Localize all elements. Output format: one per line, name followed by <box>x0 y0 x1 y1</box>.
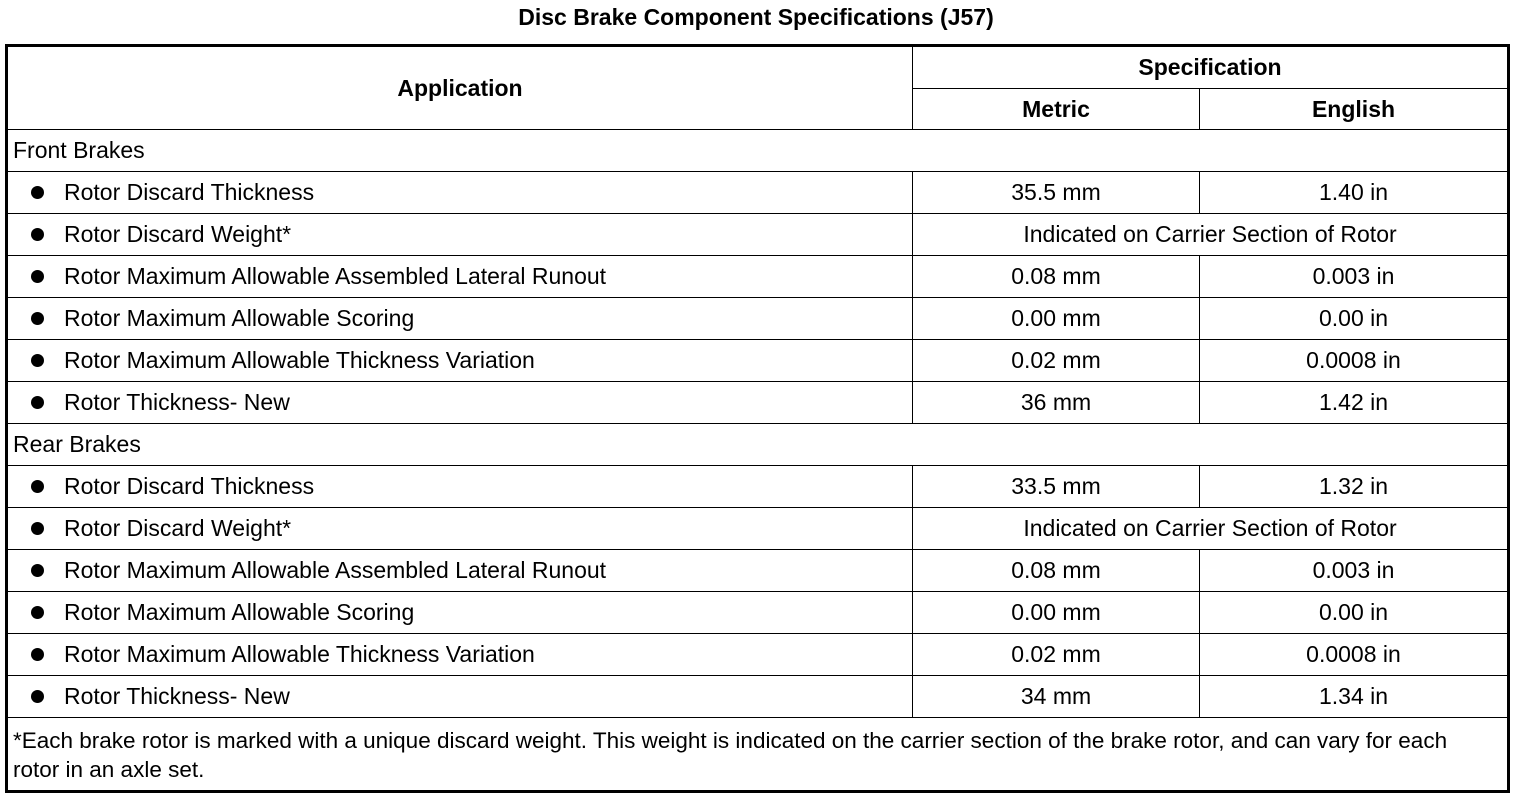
table-row <box>7 298 1509 340</box>
application-cell <box>7 676 913 718</box>
table-row <box>7 508 1509 550</box>
metric-value: 0.00 mm <box>913 592 1200 634</box>
merged-spec-cell: Indicated on Carrier Section of Rotor <box>913 214 1509 256</box>
bullet-icon <box>31 480 44 493</box>
english-header: English <box>1200 89 1509 130</box>
table-row <box>7 172 1509 214</box>
bullet-icon <box>31 354 44 367</box>
table-row <box>7 550 1509 592</box>
specification-header: Specification <box>913 46 1509 89</box>
spec-table <box>5 44 1510 793</box>
english-value: 0.0008 in <box>1200 340 1509 382</box>
english-value: 1.34 in <box>1200 676 1509 718</box>
table-row <box>7 382 1509 424</box>
merged-spec-cell: Indicated on Carrier Section of Rotor <box>913 508 1509 550</box>
english-value: 1.42 in <box>1200 382 1509 424</box>
application-cell <box>7 508 913 550</box>
application-cell <box>7 550 913 592</box>
application-label: Rotor Maximum Allowable Scoring <box>64 599 415 625</box>
section-row <box>7 424 1509 466</box>
application-cell <box>7 634 913 676</box>
page-title: Disc Brake Component Specifications (J57) <box>518 4 994 30</box>
bullet-icon <box>31 648 44 661</box>
english-value: 1.40 in <box>1200 172 1509 214</box>
metric-value: 33.5 mm <box>913 466 1200 508</box>
metric-value: 0.02 mm <box>913 634 1200 676</box>
table-row <box>7 466 1509 508</box>
table-row <box>7 592 1509 634</box>
english-value: 1.32 in <box>1200 466 1509 508</box>
bullet-icon <box>31 312 44 325</box>
section-title: Rear Brakes <box>7 424 1509 466</box>
header-row-top <box>7 46 1509 89</box>
application-cell <box>7 172 913 214</box>
bullet-icon <box>31 228 44 241</box>
application-label: Rotor Maximum Allowable Assembled Lateral Runout <box>64 557 607 583</box>
footnote-row <box>7 718 1509 792</box>
metric-header: Metric <box>913 89 1200 130</box>
application-label: Rotor Maximum Allowable Thickness Variation <box>64 347 535 373</box>
metric-value: 35.5 mm <box>913 172 1200 214</box>
bullet-icon <box>31 606 44 619</box>
application-label: Rotor Discard Thickness <box>64 179 315 205</box>
table-row <box>7 214 1509 256</box>
application-cell <box>7 298 913 340</box>
metric-value: 0.00 mm <box>913 298 1200 340</box>
english-value: 0.0008 in <box>1200 634 1509 676</box>
application-cell <box>7 592 913 634</box>
metric-value: 34 mm <box>913 676 1200 718</box>
section-title: Front Brakes <box>7 130 1509 172</box>
application-label: Rotor Discard Weight* <box>64 515 292 541</box>
english-value: 0.003 in <box>1200 256 1509 298</box>
footnote: *Each brake rotor is marked with a unique discard weight. This weight is indicated on the carrier section of the brake rotor, and can vary for each rotor in an axle set. <box>7 718 1509 792</box>
metric-value: 0.02 mm <box>913 340 1200 382</box>
bullet-icon <box>31 186 44 199</box>
application-label: Rotor Maximum Allowable Scoring <box>64 305 415 331</box>
application-cell <box>7 256 913 298</box>
metric-value: 0.08 mm <box>913 256 1200 298</box>
application-label: Rotor Discard Thickness <box>64 473 315 499</box>
table-row <box>7 634 1509 676</box>
english-value: 0.00 in <box>1200 298 1509 340</box>
application-label: Rotor Discard Weight* <box>64 221 292 247</box>
metric-value: 36 mm <box>913 382 1200 424</box>
metric-value: 0.08 mm <box>913 550 1200 592</box>
english-value: 0.003 in <box>1200 550 1509 592</box>
application-cell <box>7 382 913 424</box>
bullet-icon <box>31 396 44 409</box>
application-cell <box>7 214 913 256</box>
application-label: Rotor Maximum Allowable Assembled Lateral Runout <box>64 263 607 289</box>
bullet-icon <box>31 564 44 577</box>
table-row <box>7 256 1509 298</box>
application-cell <box>7 466 913 508</box>
bullet-icon <box>31 522 44 535</box>
bullet-icon <box>31 690 44 703</box>
application-label: Rotor Thickness- New <box>64 389 290 415</box>
application-label: Rotor Thickness- New <box>64 683 290 709</box>
application-cell <box>7 340 913 382</box>
table-row <box>7 676 1509 718</box>
application-label: Rotor Maximum Allowable Thickness Variation <box>64 641 535 667</box>
section-row <box>7 130 1509 172</box>
application-header: Application <box>7 46 913 130</box>
english-value: 0.00 in <box>1200 592 1509 634</box>
bullet-icon <box>31 270 44 283</box>
table-row <box>7 340 1509 382</box>
spec-table-body <box>7 130 1509 718</box>
